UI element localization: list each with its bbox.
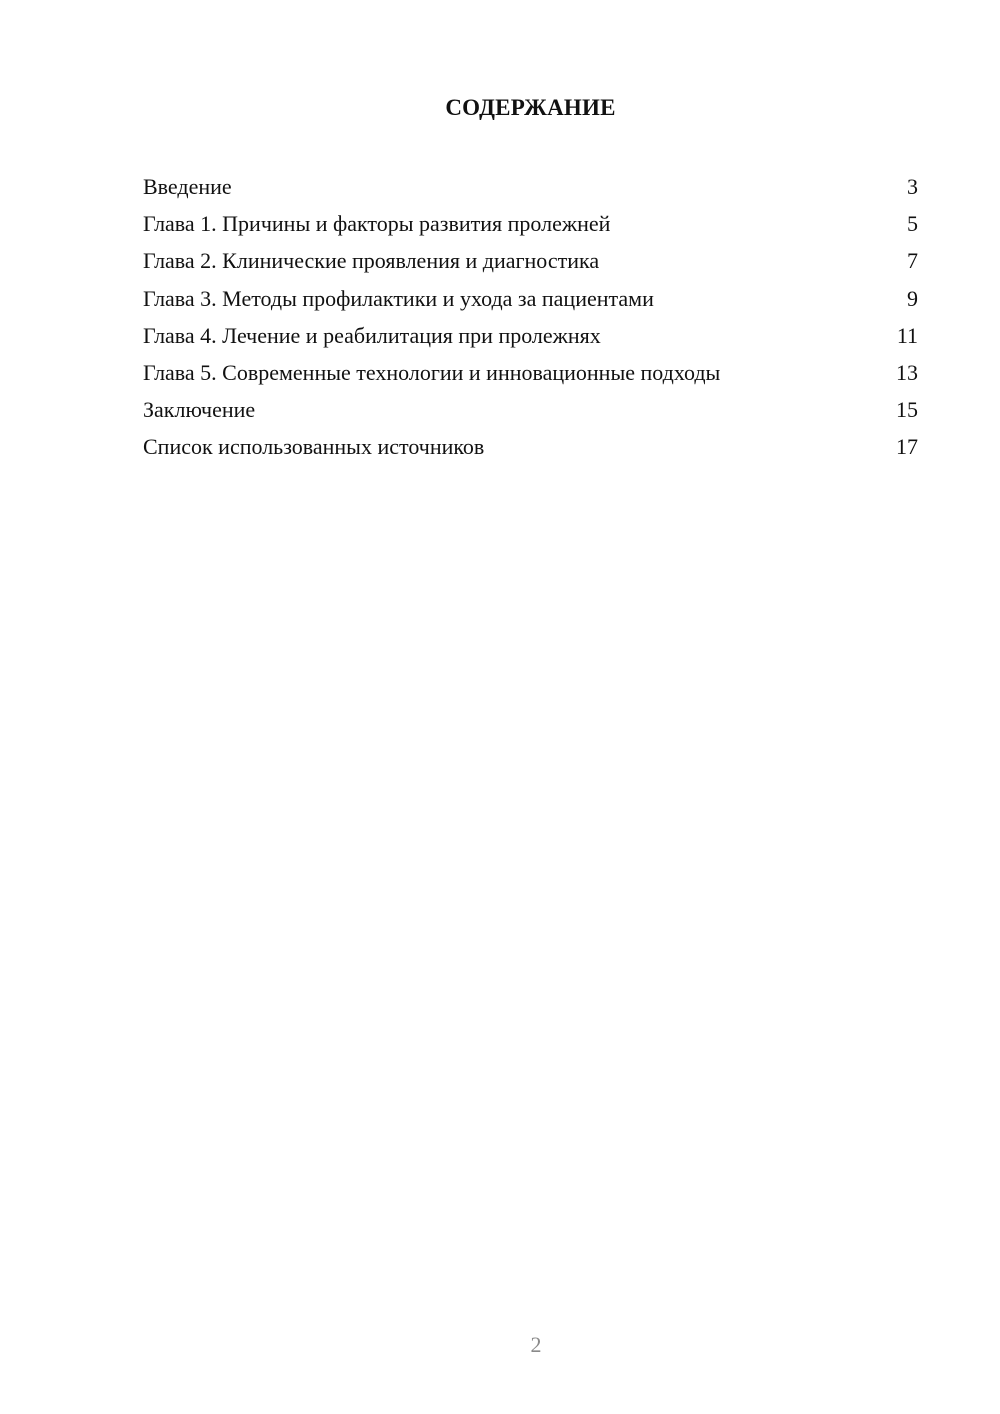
- toc-entry-title: Заключение: [143, 397, 256, 423]
- toc-entry-chapter-3[interactable]: [143, 280, 918, 317]
- toc-entry-title: Глава 3. Методы профилактики и ухода за пациентами: [143, 285, 654, 311]
- toc-entry-page: 3: [907, 174, 918, 199]
- toc-entry-page: 5: [907, 211, 918, 237]
- toc-entry-chapter-2[interactable]: [143, 242, 918, 279]
- page-title: СОДЕРЖАНИЕ: [445, 95, 616, 120]
- toc-entry-introduction[interactable]: [143, 168, 918, 205]
- toc-entry-title: Введение: [143, 174, 232, 199]
- toc-entry-chapter-1[interactable]: [143, 205, 918, 242]
- toc-entry-page: 11: [896, 322, 918, 348]
- toc-entry-title: Глава 4. Лечение и реабилитация при пролежнях: [143, 322, 601, 348]
- toc-entry-chapter-4[interactable]: [143, 317, 918, 354]
- toc-entry-title: Глава 2. Клинические проявления и диагностика: [143, 248, 600, 274]
- toc-entry-title: Глава 5. Современные технологии и инновационные подходы: [143, 359, 721, 385]
- toc-entry-page: 9: [907, 285, 918, 311]
- toc-entry-conclusion[interactable]: [143, 391, 918, 428]
- page-number: 2: [530, 1332, 542, 1357]
- toc-entry-chapter-5[interactable]: [143, 354, 918, 391]
- toc-entry-title: Глава 1. Причины и факторы развития пролежней: [143, 211, 611, 237]
- toc-entry-references[interactable]: [143, 428, 918, 465]
- toc-entry-title: Список использованных источников: [143, 434, 485, 460]
- toc-entry-page: 7: [907, 248, 918, 274]
- toc-entry-page: 15: [896, 397, 918, 423]
- toc-entry-page: 13: [896, 359, 918, 385]
- toc-entry-page: 17: [896, 434, 918, 460]
- table-of-contents: [143, 168, 918, 466]
